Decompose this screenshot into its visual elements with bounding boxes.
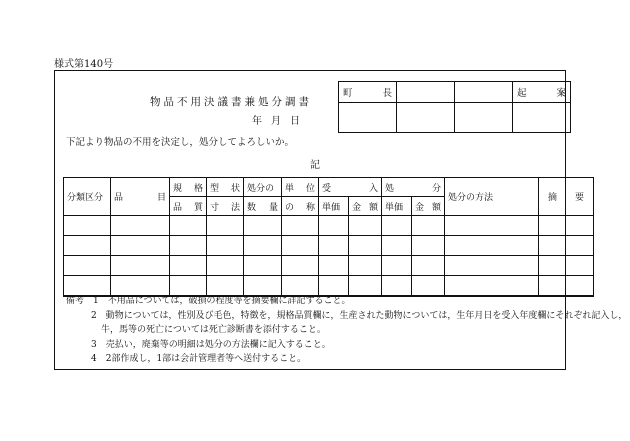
table-cell[interactable] bbox=[244, 256, 282, 276]
table-cell[interactable] bbox=[319, 236, 349, 256]
approval-cell bbox=[455, 82, 513, 103]
table-cell[interactable] bbox=[445, 276, 539, 297]
table-cell[interactable] bbox=[382, 256, 412, 276]
note-2-cont: 牛，馬等の死亡については死亡診断書を添付すること。 bbox=[101, 325, 326, 335]
date-day: 日 bbox=[290, 116, 300, 127]
katachi-2: 状 bbox=[230, 183, 240, 194]
uke-2: 入 bbox=[368, 183, 378, 194]
table-cell[interactable] bbox=[445, 256, 539, 276]
table-cell[interactable] bbox=[244, 276, 282, 297]
sho-kingaku-2: 額 bbox=[431, 202, 441, 213]
date-year: 年 bbox=[252, 116, 262, 127]
col-uke bbox=[319, 178, 382, 197]
col-sho-tanka: 単価 bbox=[382, 197, 412, 216]
table-cell[interactable] bbox=[349, 236, 382, 256]
table-cell[interactable] bbox=[207, 276, 244, 297]
tekiyo-1: 摘 bbox=[548, 193, 558, 203]
col-sho-kingaku bbox=[412, 197, 445, 216]
col-no-sho bbox=[282, 197, 319, 216]
table-cell[interactable] bbox=[207, 236, 244, 256]
uke-kingaku-2: 額 bbox=[368, 202, 378, 213]
table-cell[interactable] bbox=[207, 216, 244, 236]
table-cell[interactable] bbox=[382, 236, 412, 256]
table-cell[interactable] bbox=[170, 216, 207, 236]
note-1: 備考 1 不用品については，破損の程度等を摘要欄に詳記すること。 bbox=[66, 296, 351, 306]
table-row bbox=[64, 276, 594, 297]
no-sho-2: 称 bbox=[305, 202, 315, 213]
col-houhou: 処分の方法 bbox=[445, 178, 539, 216]
table-cell[interactable] bbox=[319, 276, 349, 297]
table-cell[interactable] bbox=[319, 256, 349, 276]
table-row bbox=[64, 216, 594, 236]
table-cell[interactable] bbox=[207, 256, 244, 276]
col-tani bbox=[282, 178, 319, 197]
table-cell[interactable] bbox=[244, 236, 282, 256]
col-hinshitsu bbox=[170, 197, 207, 216]
table-cell[interactable] bbox=[170, 236, 207, 256]
table-cell[interactable] bbox=[349, 256, 382, 276]
note-3: 3 売払い，廃棄等の明細は処分の方法欄に記入すること。 bbox=[91, 339, 331, 350]
col-suryo bbox=[244, 197, 282, 216]
no-sho-1: の bbox=[285, 202, 295, 213]
approval-cho-label: 町 bbox=[343, 88, 353, 99]
approval-kian-header bbox=[513, 82, 571, 103]
sho-1: 処 bbox=[385, 183, 395, 194]
sho-kingaku-1: 金 bbox=[415, 202, 425, 213]
katachi-1: 型 bbox=[210, 183, 220, 194]
table-cell[interactable] bbox=[111, 256, 170, 276]
table-cell[interactable] bbox=[412, 236, 445, 256]
approval-stamp-cell[interactable] bbox=[513, 103, 571, 133]
tekiyo-2: 要 bbox=[574, 193, 584, 203]
table-cell[interactable] bbox=[111, 276, 170, 297]
table-cell[interactable] bbox=[282, 236, 319, 256]
table-cell[interactable] bbox=[64, 256, 111, 276]
table-cell[interactable] bbox=[445, 236, 539, 256]
tani-2: 位 bbox=[305, 183, 315, 194]
notes bbox=[66, 294, 627, 367]
col-sunpo bbox=[207, 197, 244, 216]
col-hinmoku bbox=[111, 178, 170, 216]
approval-stamp-cell[interactable] bbox=[455, 103, 513, 133]
table-cell[interactable] bbox=[170, 276, 207, 297]
table-row bbox=[64, 236, 594, 256]
intro-text: 下記より物品の不用を決定し，処分してよろしいか。 bbox=[66, 137, 295, 148]
kikaku-1: 規 bbox=[173, 183, 183, 194]
col-uke-kingaku bbox=[349, 197, 382, 216]
approval-kian-label2: 案 bbox=[556, 88, 566, 99]
uke-1: 受 bbox=[322, 183, 332, 194]
suryo-1: 数 bbox=[247, 202, 257, 213]
hinshitsu-2: 質 bbox=[193, 202, 203, 213]
uke-kingaku-1: 金 bbox=[352, 202, 362, 213]
table-cell[interactable] bbox=[382, 276, 412, 297]
approval-cho-header bbox=[339, 82, 397, 103]
tani-1: 単 bbox=[285, 183, 295, 194]
approval-stamp-cell[interactable] bbox=[397, 103, 455, 133]
kikaku-2: 格 bbox=[193, 183, 203, 194]
table-cell[interactable] bbox=[170, 256, 207, 276]
table-cell[interactable] bbox=[539, 256, 594, 276]
table-cell[interactable] bbox=[64, 216, 111, 236]
note-4: 4 2部作成し，1部は会計管理者等へ送付すること。 bbox=[91, 354, 307, 364]
disposal-table bbox=[63, 177, 594, 297]
table-cell[interactable] bbox=[244, 216, 282, 236]
table-cell[interactable] bbox=[64, 276, 111, 297]
col-shobun-no: 処分の bbox=[244, 178, 282, 197]
approval-cell bbox=[397, 82, 455, 103]
approval-kian-label: 起 bbox=[517, 88, 527, 99]
table-cell[interactable] bbox=[111, 236, 170, 256]
sunpo-1: 寸 bbox=[210, 202, 220, 213]
suryo-2: 量 bbox=[268, 202, 278, 213]
table-cell[interactable] bbox=[64, 236, 111, 256]
date-month: 月 bbox=[271, 116, 281, 127]
table-cell[interactable] bbox=[111, 216, 170, 236]
table-cell[interactable] bbox=[382, 216, 412, 236]
sunpo-2: 法 bbox=[230, 202, 240, 213]
table-cell[interactable] bbox=[445, 216, 539, 236]
table-cell[interactable] bbox=[319, 216, 349, 236]
col-tekiyo bbox=[539, 178, 594, 216]
table-cell[interactable] bbox=[539, 236, 594, 256]
col-uke-tanka: 単価 bbox=[319, 197, 349, 216]
table-cell[interactable] bbox=[282, 216, 319, 236]
ki-heading: 記 bbox=[310, 160, 320, 171]
table-cell[interactable] bbox=[412, 216, 445, 236]
table-cell[interactable] bbox=[282, 276, 319, 297]
table-cell[interactable] bbox=[539, 276, 594, 297]
hinshitsu-1: 品 bbox=[173, 202, 183, 213]
table-cell[interactable] bbox=[349, 216, 382, 236]
approval-box bbox=[338, 81, 571, 133]
col-katachi bbox=[207, 178, 244, 197]
col-sho bbox=[382, 178, 445, 197]
col-kikaku bbox=[170, 178, 207, 197]
form-number: 様式第140号 bbox=[54, 59, 114, 70]
sho-2: 分 bbox=[431, 183, 441, 194]
table-cell[interactable] bbox=[539, 216, 594, 236]
col-bunrui: 分類区分 bbox=[64, 178, 111, 216]
table-cell[interactable] bbox=[412, 256, 445, 276]
approval-cho-label2: 長 bbox=[382, 88, 392, 99]
hinmoku-1: 品 bbox=[114, 193, 124, 203]
approval-stamp-cell[interactable] bbox=[339, 103, 397, 133]
table-row bbox=[64, 256, 594, 276]
table-cell[interactable] bbox=[282, 256, 319, 276]
table-cell[interactable] bbox=[412, 276, 445, 297]
form-title: 物品不用決議書兼処分調書 bbox=[150, 96, 312, 108]
hinmoku-2: 目 bbox=[156, 193, 166, 203]
table-cell[interactable] bbox=[349, 276, 382, 297]
note-2: 2 動物については，性別及び毛色，特徴を，規格品質欄に，生産された動物については，生年月日を受入年度欄にそれぞれ記入し， bbox=[91, 310, 628, 321]
